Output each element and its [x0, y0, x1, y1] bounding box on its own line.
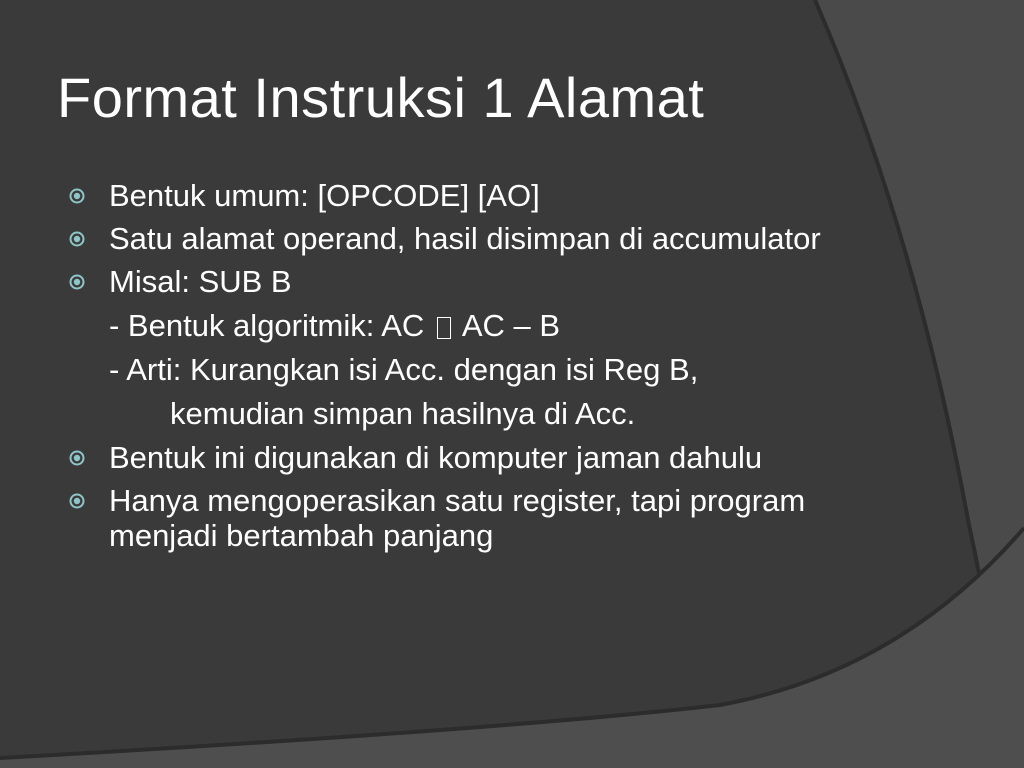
- bullet-icon: [69, 188, 85, 204]
- bullet-text: Misal: SUB B: [109, 264, 292, 299]
- sub-line-arti-continuation: [66, 396, 826, 431]
- bullet-icon: [69, 231, 85, 247]
- arti-cont-text: kemudian simpan hasilnya di Acc.: [170, 396, 636, 431]
- missing-glyph-icon: [437, 317, 451, 339]
- bullet-item: [66, 178, 826, 213]
- bullet-icon: [69, 493, 85, 509]
- bullet-text: Hanya mengoperasikan satu register, tapi program menjadi bertambah panjang: [109, 483, 806, 553]
- bullet-item: [66, 264, 826, 299]
- bullet-icon: [69, 450, 85, 466]
- arti-text: - Arti: Kurangkan isi Acc. dengan isi Reg B,: [109, 352, 699, 387]
- bullet-item: [66, 440, 826, 475]
- bullet-icon: [69, 274, 85, 290]
- algoritmik-text-before: - Bentuk algoritmik: AC: [109, 308, 425, 343]
- bullet-text: Bentuk umum: [OPCODE] [AO]: [109, 178, 540, 213]
- algoritmik-text-after: AC – B: [461, 308, 561, 343]
- sub-line-arti: [66, 352, 826, 387]
- slide-body: [66, 178, 826, 561]
- bullet-text: Bentuk ini digunakan di komputer jaman dahulu: [109, 440, 763, 475]
- slide-title: Format Instruksi 1 Alamat: [57, 66, 705, 129]
- sub-line-algoritmik: [66, 308, 826, 343]
- bullet-item: [66, 483, 826, 553]
- bullet-text: Satu alamat operand, hasil disimpan di accumulator: [109, 221, 821, 256]
- bullet-item: [66, 221, 826, 256]
